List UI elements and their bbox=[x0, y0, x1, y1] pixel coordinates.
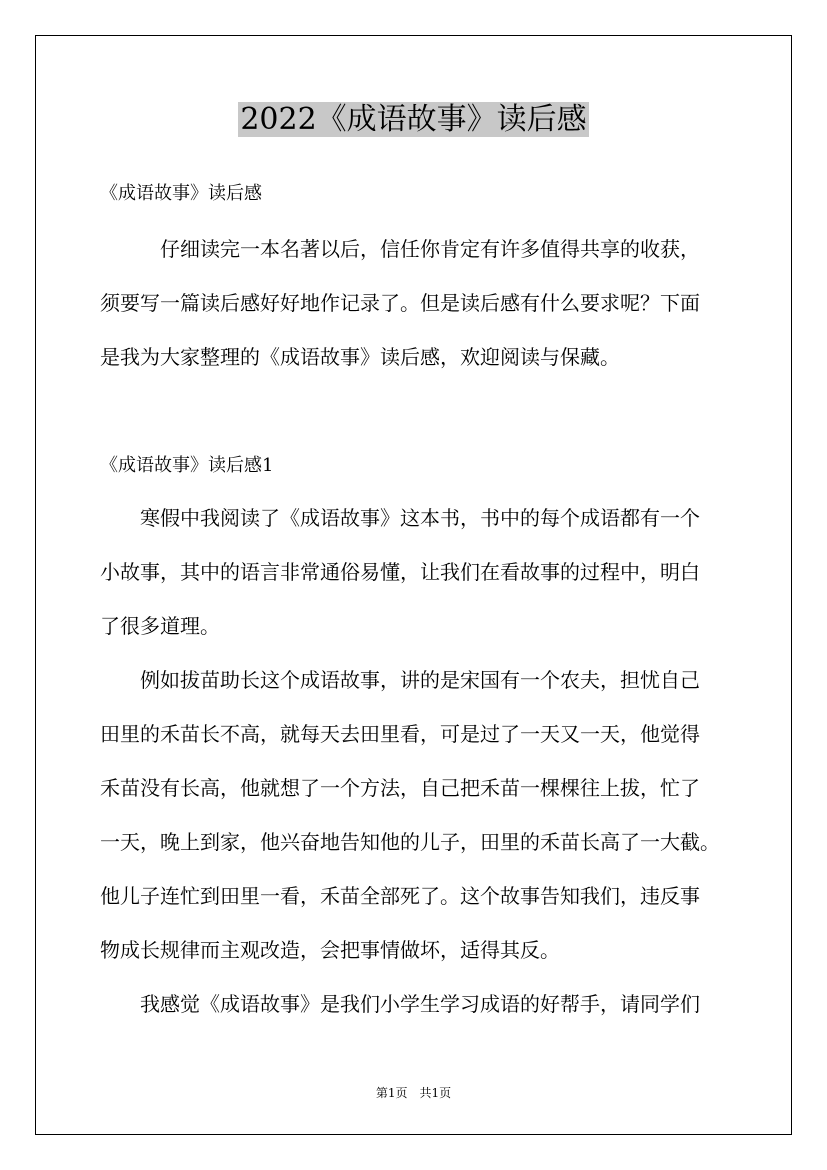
document-title bbox=[0, 100, 827, 140]
paragraph-line: 例如拔苗助长这个成语故事，讲的是宋国有一个农夫，担忧自己 bbox=[100, 668, 700, 692]
intro-line: 是我为大家整理的《成语故事》读后感，欢迎阅读与保藏。 bbox=[100, 345, 620, 369]
paragraph-line: 了很多道理。 bbox=[100, 614, 220, 638]
page-footer: 第1页 共1页 bbox=[375, 1086, 452, 1100]
paragraph-3 bbox=[100, 977, 740, 1031]
paragraph-line: 田里的禾苗长不高，就每天去田里看，可是过了一天又一天，他觉得 bbox=[100, 722, 700, 746]
paragraph-line: 寒假中我阅读了《成语故事》这本书，书中的每个成语都有一个 bbox=[100, 506, 700, 530]
intro-line: 仔细读完一本名著以后，信任你肯定有许多值得共享的收获， bbox=[100, 237, 700, 261]
paragraph-2 bbox=[100, 653, 740, 977]
document-title-text: 2022《成语故事》读后感 bbox=[240, 102, 587, 137]
paragraph-line: 我感觉《成语故事》是我们小学生学习成语的好帮手，请同学们 bbox=[100, 992, 700, 1016]
intro-line: 须要写一篇读后感好好地作记录了。但是读后感有什么要求呢？下面 bbox=[100, 291, 700, 315]
section-heading: 《成语故事》读后感1 bbox=[100, 455, 274, 476]
paragraph-line: 物成长规律而主观改造，会把事情做坏，适得其反。 bbox=[100, 938, 560, 962]
subtitle: 《成语故事》读后感 bbox=[100, 183, 262, 204]
intro-paragraph bbox=[100, 222, 740, 384]
paragraph-line: 一天，晚上到家，他兴奋地告知他的儿子，田里的禾苗长高了一大截。 bbox=[100, 830, 720, 854]
paragraph-line: 禾苗没有长高，他就想了一个方法，自己把禾苗一棵棵往上拔，忙了 bbox=[100, 776, 700, 800]
paragraph-line: 他儿子连忙到田里一看，禾苗全部死了。这个故事告知我们，违反事 bbox=[100, 884, 700, 908]
paragraph-line: 小故事，其中的语言非常通俗易懂，让我们在看故事的过程中，明白 bbox=[100, 560, 700, 584]
paragraph-1 bbox=[100, 491, 740, 653]
